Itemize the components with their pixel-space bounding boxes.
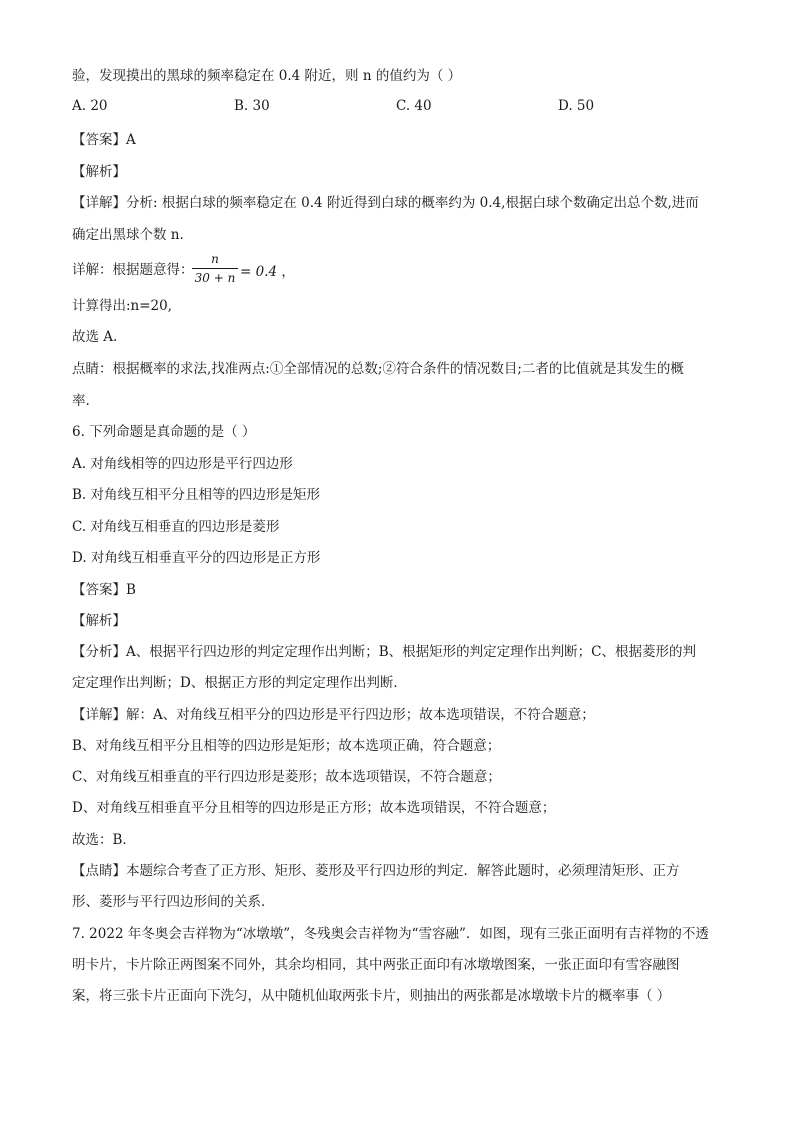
detail-q5-line1: 【详解】分析: 根据白球的频率稳定在 0.4 附近得到白球的概率约为 0.4,根据白球个数确定出总个数,进而 [72, 195, 699, 211]
analysis-q6-line1: 【分析】A、根据平行四边形的判定定理作出判断；B、根据矩形的判定定理作出判断；C、根据菱形的判 [72, 644, 696, 660]
detail-q5-line2: 确定出黑球个数 n. [72, 227, 184, 243]
analysis-q6-line2: 定定理作出判断；D、根据正方形的判定定理作出判断． [72, 675, 407, 691]
detail-q6-line4: D、对角线互相垂直平分且相等的四边形是正方形；故本选项错误，不符合题意； [72, 800, 556, 816]
analysis-header-q5: 【解析】 [72, 164, 126, 180]
option-b: B. 30 [234, 98, 270, 114]
tip-q6-line2: 形、菱形与平行四边形间的关系． [72, 894, 275, 910]
q7-stem-line2: 明卡片，卡片除正两图案不同外，其余均相同，其中两张正面印有冰墩墩图案，一张正面印有雪容融图 [72, 957, 680, 973]
q5-options [72, 98, 732, 118]
fraction-formula [192, 252, 238, 285]
q6-option-b: B. 对角线互相平分且相等的四边形是矩形 [72, 487, 321, 503]
answer-q5: 【答案】A [72, 132, 136, 148]
analysis-header-q6: 【解析】 [72, 613, 126, 629]
q6-stem: 6. 下列命题是真命题的是（ ） [72, 424, 256, 440]
fraction-numerator: n [211, 252, 219, 266]
option-d: D. 50 [558, 98, 595, 114]
q7-stem-line3: 案，将三张卡片正面向下洗匀，从中随机仙取两张卡片，则抽出的两张都是冰墩墩卡片的概率事（ ） [72, 988, 671, 1004]
line-q5-stem-cont: 验，发现摸出的黑球的频率稳定在 0.4 附近，则 n 的值约为（ ） [72, 68, 462, 84]
detail-q5-result: 计算得出:n=20, [72, 298, 173, 314]
detail-q6-line2: B、对角线互相平分且相等的四边形是矩形；故本选项正确，符合题意； [72, 738, 501, 754]
q7-stem-line1: 7. 2022 年冬奥会吉祥物为“冰墩墩”，冬残奥会吉祥物为“雪容融”．如图，现有三张正面明有吉祥物的不透 [72, 926, 709, 942]
q6-option-a: A. 对角线相等的四边形是平行四边形 [72, 456, 293, 472]
tip-q6-line1: 【点睛】本题综合考查了正方形、矩形、菱形及平行四边形的判定．解答此题时，必须理清矩形、正方 [72, 863, 680, 879]
detail-q6-line1: 【详解】解：A、对角线互相平分的四边形是平行四边形；故本选项错误，不符合题意； [72, 707, 595, 723]
formula-equals: = 0.4 [240, 264, 278, 280]
option-a: A. 20 [72, 98, 108, 114]
answer-q6: 【答案】B [72, 582, 136, 598]
detail-q5-equation-label: 详解：根据题意得： [72, 262, 194, 278]
option-c: C. 40 [396, 98, 432, 114]
detail-q6-line3: C、对角线互相垂直的平行四边形是菱形；故本选项错误，不符合题意； [72, 769, 501, 785]
q6-option-d: D. 对角线互相垂直平分的四边形是正方形 [72, 550, 321, 566]
formula-comma: ， [281, 264, 295, 280]
fraction-bar [192, 268, 238, 269]
q6-option-c: C. 对角线互相垂直的四边形是菱形 [72, 519, 280, 535]
formula-rhs [240, 260, 295, 280]
fraction-denominator: 30 + n [194, 271, 236, 285]
tip-q5-line1: 点睛：根据概率的求法,找准两点:①全部情况的总数;②符合条件的情况数目;二者的比值就是其发生的概 [72, 361, 684, 377]
detail-q6-choice: 故选：B． [72, 832, 136, 848]
detail-q5-choice: 故选 A. [72, 329, 118, 345]
tip-q5-line2: 率. [72, 393, 90, 409]
